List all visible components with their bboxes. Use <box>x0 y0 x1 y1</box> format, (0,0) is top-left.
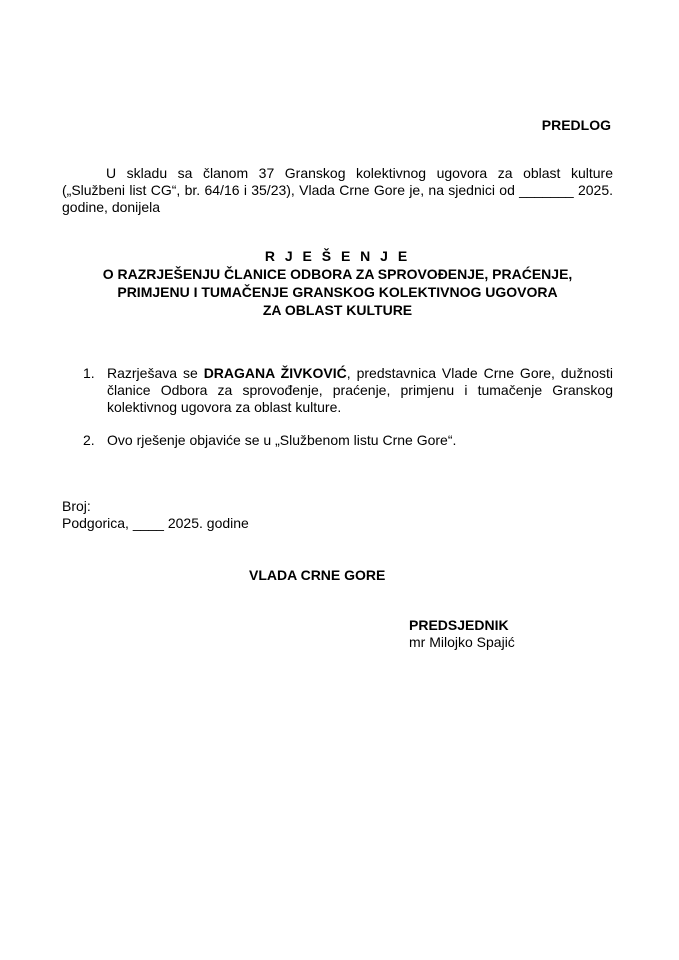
list-item <box>62 365 613 416</box>
place-date: Podgorica, ____ 2025. godine <box>62 515 249 531</box>
item-text-prefix: Razrješava se <box>107 365 204 381</box>
decision-title-main: R J E Š E N J E <box>264 248 411 264</box>
list-item <box>62 432 613 449</box>
item-text-suffix: , predstavnica Vlade Crne Gore, dužnosti članice Odbora za sprovođenje, praćenje, primjenu i tumačenje Granskog kolektivnog ugovora za oblast kulture. <box>107 365 614 415</box>
intro-paragraph <box>62 165 613 216</box>
dismissed-person-name: DRAGANA ŽIVKOVIĆ <box>203 365 347 381</box>
decision-title <box>62 247 613 319</box>
proposal-label: PREDLOG <box>541 117 611 133</box>
item-text: Ovo rješenje objaviće se u „Službenom listu Crne Gore“. <box>107 432 457 448</box>
reference-number-label: Broj: <box>62 498 91 514</box>
item-number: 2. <box>83 432 95 448</box>
decision-title-line: ZA OBLAST KULTURE <box>262 302 413 318</box>
item-number: 1. <box>83 365 95 381</box>
decision-title-line: O RAZRJEŠENJU ČLANICE ODBORA ZA SPROVOĐENJE, PRAĆENJE, <box>102 266 573 282</box>
decision-items <box>62 365 613 449</box>
decision-title-line: PRIMJENU I TUMAČENJE GRANSKOG KOLEKTIVNOG UGOVORA <box>117 284 558 300</box>
signatory-title: PREDSJEDNIK <box>409 617 509 633</box>
intro-text: U skladu sa članom 37 Granskog kolektivnog ugovora za oblast kulture („Službeni list CG“, br. 64/16 i 35/23), Vlada Crne Gore je, na sjednici od _______ 2025. godine, donijela <box>62 165 613 215</box>
issuer-name: VLADA CRNE GORE <box>249 567 386 583</box>
signatory-name: mr Milojko Spajić <box>409 634 515 650</box>
